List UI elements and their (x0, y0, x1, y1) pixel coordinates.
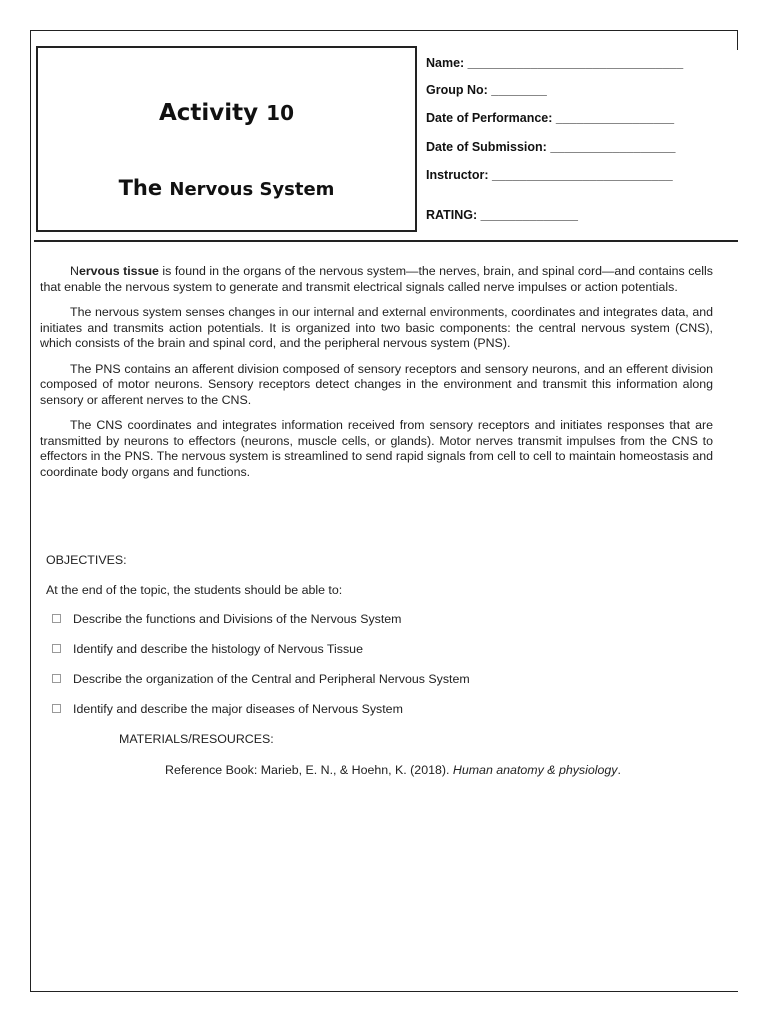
checkbox-icon (52, 674, 61, 683)
title-box (36, 46, 417, 232)
reference (165, 763, 621, 777)
paragraph-2: The nervous system senses changes in our internal and external environments, coordinates and integrates data, and initiates and transmits action potentials. It is organized into two basic components: the central nervous system (CNS), which consists of the brain and spinal cord, and the peripheral nervous system (PNS). (40, 305, 713, 350)
paragraph-1 (40, 264, 713, 295)
p1-lead-plain: N (70, 264, 79, 278)
checkbox-icon (52, 644, 61, 653)
activity-number: 10 (266, 101, 295, 125)
header-divider (34, 240, 738, 242)
list-item (52, 642, 363, 656)
list-item (52, 672, 470, 686)
date-of-submission-field: Date of Submission: __________________ (426, 140, 676, 154)
paragraph-4: The CNS coordinates and integrates information received from sensory receptors and initiates responses that are transmitted by neurons to effectors (neurons, muscle cells, or glands). Motor nerves transmit impulses from the CNS to effectors in the PNS. The nervous system is streamlined to send rapid signals from cell to cell to maintain homeostasis and coordinate body organs and functions. (40, 418, 713, 479)
reference-end: . (617, 763, 621, 777)
body-text (40, 264, 713, 490)
checkbox-icon (52, 704, 61, 713)
activity-word: Activity (158, 100, 259, 126)
list-item (52, 612, 402, 626)
name-field: Name: _______________________________ (426, 56, 684, 70)
rating-field: RATING: ______________ (426, 208, 578, 222)
objective-text: Describe the functions and Divisions of the Nervous System (73, 612, 402, 626)
objective-text: Describe the organization of the Central and Peripheral Nervous System (73, 672, 470, 686)
instructor-field: Instructor: __________________________ (426, 168, 673, 182)
the-word: The (118, 176, 163, 200)
checkbox-icon (52, 614, 61, 623)
paragraph-3: The PNS contains an afferent division composed of sensory receptors and sensory neurons, and an efferent division composed of motor neurons. Sensory receptors detect changes in the environment and transmit this information along sensory or afferent nerves to the CNS. (40, 361, 713, 407)
date-of-performance-field: Date of Performance: _________________ (426, 111, 675, 125)
list-item (52, 702, 403, 716)
system-title (38, 176, 415, 200)
objective-text: Identify and describe the histology of Nervous Tissue (73, 642, 363, 656)
p1-lead-bold: ervous tissue (78, 264, 159, 278)
objectives-intro: At the end of the topic, the students should be able to: (46, 583, 343, 597)
reference-title: Human anatomy & physiology (452, 763, 618, 777)
activity-title (38, 100, 415, 126)
reference-plain: Reference Book: Marieb, E. N., & Hoehn, K. (2018). (165, 763, 453, 777)
group-no-field: Group No: ________ (426, 83, 547, 97)
materials-heading: MATERIALS/RESOURCES: (119, 732, 274, 746)
page-border-edge (737, 30, 738, 50)
objective-text: Identify and describe the major diseases of Nervous System (73, 702, 403, 716)
system-title-text: Nervous System (169, 179, 335, 200)
p1-rest: is found in the organs of the nervous system—the nerves, brain, and spinal cord—and contains cells that enable the nervous system to generate and transmit electrical signals called nerve impulses or action potentials. (40, 264, 713, 294)
objectives-heading: OBJECTIVES: (46, 553, 127, 567)
